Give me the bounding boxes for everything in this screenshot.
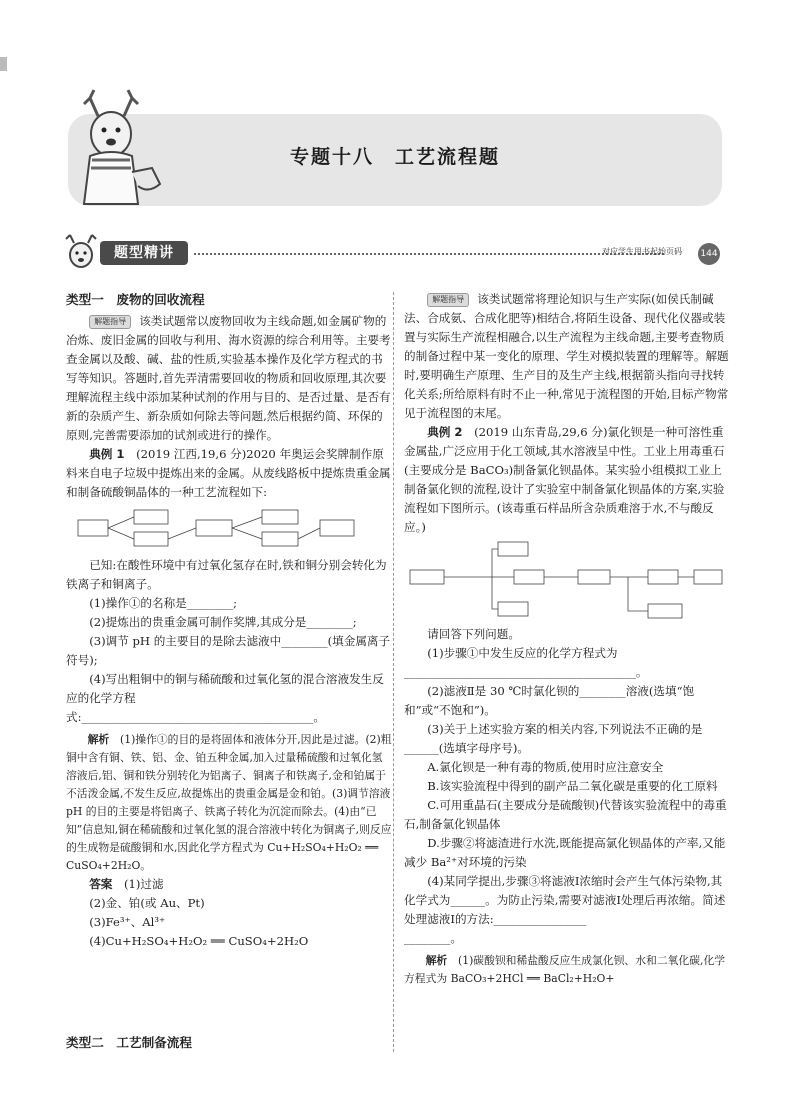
dotted-divider: [194, 253, 664, 255]
left-column: [66, 290, 392, 951]
type1-heading: 类型一 废物的回收流程: [66, 292, 205, 307]
example2-text: (2019 山东青岛,29,6 分)氯化钡是一种可溶性重金属盐,广泛应用于化工领域,其水溶液呈中性。工业上用毒重石(主要成分是 BaCO₃)制备氯化钡晶体。某实验小组模拟工业上制备氯化钡的流程,设计了实验室中制备氯化钡晶体的方案,实验流程如下图所示。(该毒重石样品所含杂质难溶于水,不与酸反应。): [404, 425, 725, 534]
example1-label: 典例 1: [89, 447, 125, 461]
page-number-badge: 144: [698, 243, 720, 265]
answer-a4: (4)Cu+H₂SO₄+H₂O₂ ══ CuSO₄+2H₂O: [89, 934, 309, 948]
tip-tag-2: 解题指导: [427, 293, 469, 307]
answer-1: [66, 875, 392, 894]
question-1: (1)操作①的名称是________;: [89, 596, 238, 610]
type2-tip: [404, 290, 730, 423]
example2: [404, 423, 730, 537]
question-2-1: (1)步骤①中发生反应的化学方程式为________________________________________。: [404, 646, 648, 679]
question-2-4-end: ________。: [404, 931, 462, 945]
example1-text: (2019 江西,19,6 分)2020 年奥运会奖牌制作原料来自电子垃圾中提炼出来的金属。从废线路板中提炼贵重金属和制备硫酸铜晶体的一种工艺流程如下:: [66, 447, 391, 499]
question-2-4: (4)某同学提出,步骤③将滤液Ⅰ浓缩时会产生气体污染物,其化学式为______。为防止污染,需要对滤液Ⅰ处理后再浓缩。简述处理滤液Ⅰ的方法:________________: [404, 874, 726, 926]
analysis-2: [404, 952, 730, 988]
answer-a3: (3)Fe³⁺、Al³⁺: [89, 915, 166, 929]
deer-head-icon: [62, 233, 102, 273]
option-d: D.步骤②将滤渣进行水洗,既能提高氯化钡晶体的产率,又能减少 Ba²⁺对环境的污染: [404, 836, 726, 869]
type2-heading: 类型二 工艺制备流程: [66, 1035, 192, 1050]
question-2: (2)提炼出的贵重金属可制作奖牌,其成分是________;: [89, 615, 357, 629]
option-b: B.该实验流程中得到的副产品二氧化碳是重要的化工原料: [427, 779, 718, 793]
right-column: [404, 290, 730, 988]
analysis-label-2: 解析: [425, 954, 448, 967]
page-edge-mark: [0, 57, 7, 71]
tip-tag: 解题指导: [89, 315, 131, 329]
question-2-2: (2)滤液Ⅱ是 30 ℃时氯化钡的________溶液(选填“饱和”或“不饱和”)。: [404, 684, 695, 717]
analysis-text: (1)操作①的目的是将固体和液体分开,因此是过滤。(2)粗铜中含有铜、铁、铝、金、铂五种金属,加入过量稀硫酸和过氧化氢溶液后,铝、铜和铁分别转化为铝离子、铜离子和铁离子,金和铂属于不活泼金属,不发生反应,故提炼出的贵重金属是金和铂。(3)调节溶液 pH 的目的主要是将铝离子、铁离子转化为沉淀而除去。(4)由“已知”信息知,铜在稀硫酸和过氧化氢的混合溶液中转化为铜离子,则反应的生成物是硫酸铜和水,因此化学方程式为 Cu+H₂SO₄+H₂O₂ ══ CuSO₄+2H₂O。: [66, 733, 392, 872]
column-divider: [393, 292, 394, 1052]
flowchart-2: [408, 540, 724, 622]
analysis-1: [66, 731, 392, 875]
option-c: C.可用重晶石(主要成分是硫酸钡)代替该实验流程中的毒重石,制备氯化钡晶体: [404, 798, 727, 831]
answer-a1: (1)过滤: [124, 877, 164, 891]
tip-text-2: 该类试题常将理论知识与生产实际(如侯氏制碱法、合成氨、合成化肥等)相结合,将陌生设备、现代化仪器或装置与实际生产流程相融合,以生产流程为主线命题,主要考查物质的制备过程中某一变化的原理、学生对模拟装置的理解等。解题时,要明确生产原理、生产目的及生产主线,根据箭头指向寻找转化关系;所给原料有时不止一种,常见于流程图的开始,目标产物常见于流程图的末尾。: [404, 292, 729, 420]
known-info: 已知:在酸性环境中有过氧化氢存在时,铁和铜分别会转化为铁离子和铜离子。: [66, 558, 387, 591]
question-2-3: (3)关于上述实验方案的相关内容,下列说法不正确的是______(选填字母序号)。: [404, 722, 703, 755]
section-header-bar: [62, 233, 722, 273]
prompt: 请回答下列问题。: [427, 627, 520, 641]
tip-text: 该类试题常以废物回收为主线命题,如金属矿物的冶炼、废旧金属的回收与利用、海水资源的综合利用等。主要考查金属以及酸、碱、盐的性质,实验基本操作及化学方程式的书写等知识。答题时,首先弄清需要回收的物质和回收原理,其次要理解流程主线中添加某种试剂的作用与目的、是否过量、是否有新的杂质产生、新杂质如何除去等问题,然后根据约简、环保的原则,完善需要添加的试剂或进行的操作。: [66, 314, 391, 442]
question-3: (3)调节 pH 的主要目的是除去滤液中________(填金属离子符号);: [66, 634, 391, 667]
question-4: (4)写出粗铜中的铜与稀硫酸和过氧化氢的混合溶液发生反应的化学方程式:________________________________________。: [66, 672, 384, 724]
deer-mascot-illustration: [68, 86, 178, 206]
analysis-text-2: (1)碳酸钡和稀盐酸反应生成氯化钡、水和二氧化碳,化学方程式为 BaCO₃+2HCl ══ BaCl₂+H₂O+: [404, 954, 726, 985]
section-label: 题型精讲: [100, 241, 188, 265]
answer-label: 答案: [89, 877, 113, 891]
option-a: A.氯化钡是一种有毒的物质,使用时应注意安全: [427, 760, 664, 774]
flowchart-1: [76, 506, 356, 552]
page-reference-text: 对应学生用书起始页码: [602, 247, 682, 256]
answer-a2: (2)金、铂(或 Au、Pt): [89, 896, 205, 910]
page-title: 专题十八 工艺流程题: [289, 146, 500, 168]
type1-tip: [66, 312, 392, 445]
analysis-label: 解析: [87, 733, 110, 746]
example1: [66, 445, 392, 502]
example2-label: 典例 2: [427, 425, 463, 439]
